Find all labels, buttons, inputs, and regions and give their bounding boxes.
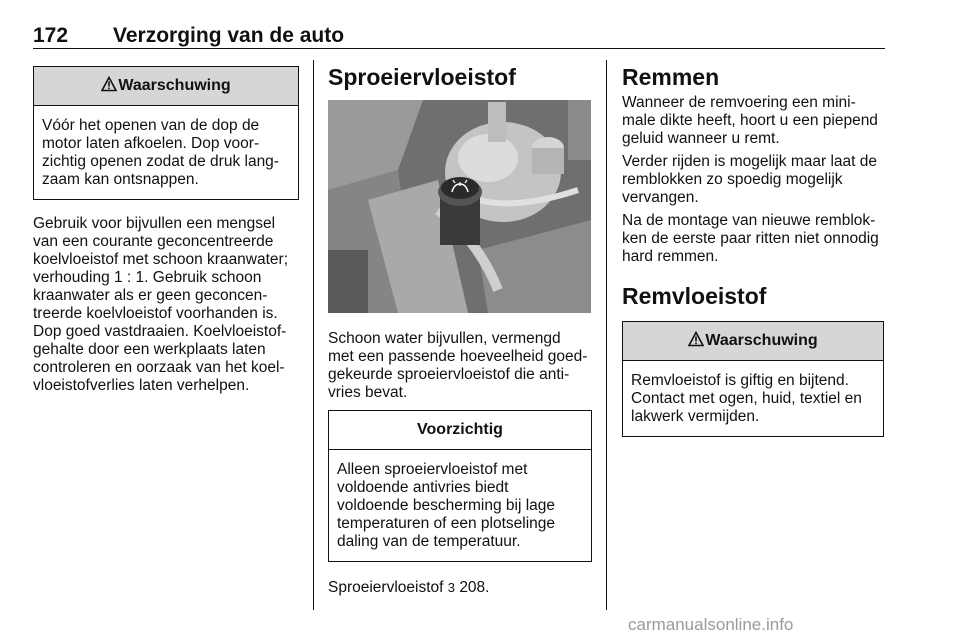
text-line: controleren en oorzaak van het koel- bbox=[33, 359, 285, 376]
watermark: carmanualsonline.info bbox=[628, 615, 794, 634]
text-line: zaam kan ontsnappen. bbox=[42, 171, 199, 188]
text-line: met een passende hoeveelheid goed- bbox=[328, 348, 588, 365]
cross-reference[interactable] bbox=[328, 579, 592, 597]
warning-title: Waarschuwing bbox=[705, 332, 818, 349]
text-line: temperaturen of een plotselinge bbox=[337, 515, 556, 532]
washer-fluid-paragraph bbox=[328, 330, 592, 402]
reference-page: 208. bbox=[459, 579, 490, 596]
text-line: geluid wanneer u remt. bbox=[622, 130, 780, 147]
middle-column bbox=[328, 64, 592, 605]
warning-box bbox=[33, 66, 299, 200]
page-header bbox=[33, 24, 885, 49]
warning-icon bbox=[101, 76, 117, 92]
warning-box bbox=[622, 321, 884, 437]
text-line: remblokken zo spoedig mogelijk bbox=[622, 171, 843, 188]
text-line: lakwerk vermijden. bbox=[631, 408, 760, 425]
text-line: Schoon water bijvullen, vermengd bbox=[328, 330, 561, 347]
warning-header bbox=[34, 67, 298, 106]
engine-bay-illustration bbox=[328, 100, 591, 313]
brakes-paragraph bbox=[622, 212, 888, 266]
caution-text bbox=[329, 450, 591, 561]
text-line: vries bevat. bbox=[328, 384, 408, 401]
reference-text: Sproeiervloeistof bbox=[328, 579, 444, 596]
reference-arrow-icon: 3 bbox=[447, 580, 455, 595]
text-line: motor laten afkoelen. Dop voor- bbox=[42, 135, 260, 152]
text-line: voldoende antivries biedt bbox=[337, 479, 509, 496]
text-line: gehalte door een werkplaats laten bbox=[33, 341, 266, 358]
text-line: Wanneer de remvoering een mini- bbox=[622, 94, 856, 111]
text-line: vloeistofverlies laten verhelpen. bbox=[33, 377, 250, 394]
text-line: daling van de temperatuur. bbox=[337, 533, 521, 550]
caution-box bbox=[328, 410, 592, 562]
text-line: male dikte heeft, hoort u een piepend bbox=[622, 112, 878, 129]
text-line: Dop goed vastdraaien. Koelvloeistof- bbox=[33, 323, 287, 340]
text-line: Na de montage van nieuwe remblok- bbox=[622, 212, 876, 229]
text-line: ken de eerste paar ritten niet onnodig bbox=[622, 230, 879, 247]
text-line: hard remmen. bbox=[622, 248, 719, 265]
caution-title: Voorzichtig bbox=[329, 411, 591, 450]
left-column bbox=[33, 66, 299, 403]
chapter-title: Verzorging van de auto bbox=[113, 24, 345, 47]
text-line: koelvloeistof met schoon kraanwater; bbox=[33, 251, 289, 268]
text-line: kraanwater als er geen geconcen- bbox=[33, 287, 268, 304]
warning-header bbox=[623, 322, 883, 361]
text-line: verhouding 1 : 1. Gebruik schoon bbox=[33, 269, 262, 286]
warning-icon bbox=[688, 331, 704, 347]
column-divider bbox=[313, 60, 314, 610]
text-line: Contact met ogen, huid, textiel en bbox=[631, 390, 862, 407]
warning-text bbox=[623, 361, 883, 436]
text-line: vervangen. bbox=[622, 189, 699, 206]
text-line: van een courante geconcentreerde bbox=[33, 233, 274, 250]
text-line: treerde koelvloeistof voorhanden is. bbox=[33, 305, 278, 322]
coolant-paragraph bbox=[33, 215, 299, 395]
page-number: 172 bbox=[33, 24, 69, 47]
text-line: Alleen sproeiervloeistof met bbox=[337, 461, 528, 478]
text-line: gekeurde sproeiervloeistof die anti- bbox=[328, 366, 570, 383]
warning-text bbox=[34, 106, 298, 199]
text-line: zichtig openen zodat de druk lang- bbox=[42, 153, 279, 170]
text-line: Vóór het openen van de dop de bbox=[42, 117, 260, 134]
text-line: Remvloeistof is giftig en bijtend. bbox=[631, 372, 849, 389]
section-heading: Sproeiervloeistof bbox=[328, 64, 516, 90]
text-line: Verder rijden is mogelijk maar laat de bbox=[622, 153, 878, 170]
brake-fluid-heading: Remvloeistof bbox=[622, 283, 767, 309]
brakes-paragraph bbox=[622, 94, 888, 148]
text-line: voldoende bescherming bij lage bbox=[337, 497, 556, 514]
text-line: Gebruik voor bijvullen een mengsel bbox=[33, 215, 276, 232]
right-column bbox=[622, 64, 888, 437]
brakes-heading: Remmen bbox=[622, 64, 720, 90]
brakes-paragraph bbox=[622, 153, 888, 207]
warning-title: Waarschuwing bbox=[118, 77, 231, 94]
column-divider bbox=[606, 60, 607, 610]
